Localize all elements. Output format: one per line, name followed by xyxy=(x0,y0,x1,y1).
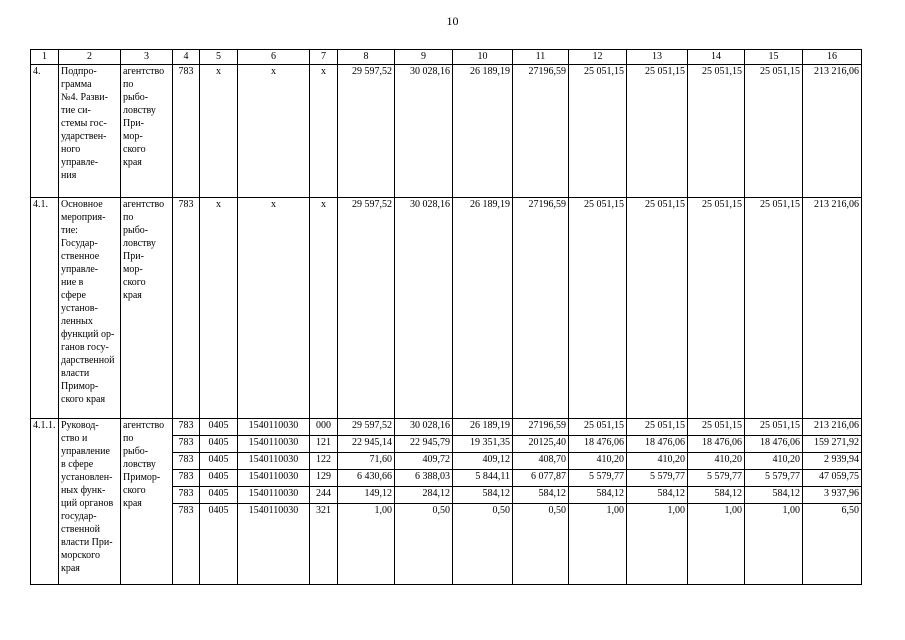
row-name-line: установ- xyxy=(61,303,98,314)
cell-value: 0,50 xyxy=(513,504,569,585)
cell-value: 29 597,52 xyxy=(338,419,395,436)
cell-value: 71,60 xyxy=(338,453,395,470)
row-agency-line: ского xyxy=(123,277,146,288)
row-agency-line: При- xyxy=(123,118,144,129)
row-name-line: власти xyxy=(61,368,90,379)
cell-col7: x xyxy=(310,65,338,198)
row-agency-line: рыбо- xyxy=(123,92,149,103)
table-row xyxy=(31,65,862,198)
cell-col7: 121 xyxy=(310,436,338,453)
cell-value: 25 051,15 xyxy=(745,198,803,419)
cell-value: 30 028,16 xyxy=(395,65,453,198)
row-name-line: ного xyxy=(61,144,81,155)
cell-value: 584,12 xyxy=(688,487,745,504)
row-name-line: стемы гос- xyxy=(61,118,107,129)
cell-value: 213 216,06 xyxy=(803,419,862,436)
row-number: 4.1. xyxy=(31,198,59,419)
cell-value: 30 028,16 xyxy=(395,198,453,419)
cell-value: 27196,59 xyxy=(513,198,569,419)
cell-value: 410,20 xyxy=(745,453,803,470)
cell-value: 25 051,15 xyxy=(569,198,627,419)
row-name xyxy=(59,65,121,198)
row-agency xyxy=(121,419,173,585)
cell-value: 25 051,15 xyxy=(569,65,627,198)
cell-value: 1,00 xyxy=(745,504,803,585)
cell-value: 584,12 xyxy=(745,487,803,504)
cell-col7: 122 xyxy=(310,453,338,470)
row-agency-line: рыбо- xyxy=(123,446,149,457)
row-name-line: ство и xyxy=(61,433,88,444)
row-name-line: тие си- xyxy=(61,105,91,116)
cell-value: 26 189,19 xyxy=(453,198,513,419)
cell-value: 6 388,03 xyxy=(395,470,453,487)
cell-value: 25 051,15 xyxy=(627,65,688,198)
cell-value: 19 351,35 xyxy=(453,436,513,453)
row-name-line: ударствен- xyxy=(61,131,107,142)
cell-col4: 783 xyxy=(173,65,200,198)
cell-value: 410,20 xyxy=(688,453,745,470)
cell-col4: 783 xyxy=(173,487,200,504)
cell-value: 6 077,87 xyxy=(513,470,569,487)
cell-col6: 1540110030 xyxy=(238,487,310,504)
row-name-line: ганов госу- xyxy=(61,342,109,353)
row-number: 4.1.1. xyxy=(31,419,59,585)
column-header: 7 xyxy=(310,50,338,65)
cell-col6: 1540110030 xyxy=(238,453,310,470)
cell-col4: 783 xyxy=(173,504,200,585)
cell-value: 25 051,15 xyxy=(688,198,745,419)
cell-value: 25 051,15 xyxy=(688,65,745,198)
cell-value: 29 597,52 xyxy=(338,65,395,198)
cell-col5: 0405 xyxy=(200,487,238,504)
cell-value: 27196,59 xyxy=(513,65,569,198)
cell-col5: 0405 xyxy=(200,470,238,487)
column-header: 11 xyxy=(513,50,569,65)
row-name-line: установлен- xyxy=(61,472,113,483)
column-header: 3 xyxy=(121,50,173,65)
column-header: 12 xyxy=(569,50,627,65)
cell-col6: x xyxy=(238,198,310,419)
row-name-line: ленных xyxy=(61,316,93,327)
table-row xyxy=(31,198,862,419)
cell-col4: 783 xyxy=(173,198,200,419)
cell-col4: 783 xyxy=(173,419,200,436)
cell-col6: x xyxy=(238,65,310,198)
page-number: 10 xyxy=(446,14,459,28)
cell-value: 25 051,15 xyxy=(688,419,745,436)
budget-table xyxy=(30,49,862,585)
column-header: 16 xyxy=(803,50,862,65)
cell-value: 20125,40 xyxy=(513,436,569,453)
cell-value: 410,20 xyxy=(627,453,688,470)
cell-value: 2 939,94 xyxy=(803,453,862,470)
row-agency-line: ловству xyxy=(123,238,156,249)
row-name-line: морского xyxy=(61,550,100,561)
cell-value: 30 028,16 xyxy=(395,419,453,436)
cell-value: 18 476,06 xyxy=(745,436,803,453)
cell-value: 213 216,06 xyxy=(803,65,862,198)
row-agency-line: края xyxy=(123,290,142,301)
cell-value: 5 579,77 xyxy=(627,470,688,487)
column-header: 14 xyxy=(688,50,745,65)
row-agency-line: ловству xyxy=(123,105,156,116)
cell-value: 1,00 xyxy=(688,504,745,585)
cell-col5: 0405 xyxy=(200,504,238,585)
cell-value: 18 476,06 xyxy=(688,436,745,453)
row-name xyxy=(59,198,121,419)
cell-value: 26 189,19 xyxy=(453,419,513,436)
row-name-line: функций ор- xyxy=(61,329,115,340)
cell-value: 22 945,14 xyxy=(338,436,395,453)
row-name-line: дарственной xyxy=(61,355,115,366)
row-name-line: Подпро- xyxy=(61,66,97,77)
row-name-line: Основное xyxy=(61,199,103,210)
row-agency-line: При- xyxy=(123,251,144,262)
cell-value: 25 051,15 xyxy=(745,65,803,198)
cell-value: 409,72 xyxy=(395,453,453,470)
cell-col4: 783 xyxy=(173,453,200,470)
cell-col7: 129 xyxy=(310,470,338,487)
cell-value: 3 937,96 xyxy=(803,487,862,504)
row-name-line: Руковод- xyxy=(61,420,99,431)
cell-value: 25 051,15 xyxy=(627,419,688,436)
row-name-line: мероприя- xyxy=(61,212,106,223)
row-name-line: сфере xyxy=(61,290,86,301)
cell-value: 5 579,77 xyxy=(688,470,745,487)
row-agency-line: ского xyxy=(123,144,146,155)
cell-value: 0,50 xyxy=(395,504,453,585)
row-agency-line: мор- xyxy=(123,131,143,142)
cell-value: 25 051,15 xyxy=(627,198,688,419)
cell-value: 29 597,52 xyxy=(338,198,395,419)
cell-col7: 000 xyxy=(310,419,338,436)
cell-value: 5 579,77 xyxy=(569,470,627,487)
cell-col4: 783 xyxy=(173,470,200,487)
column-header: 6 xyxy=(238,50,310,65)
row-agency-line: агентство по xyxy=(123,420,165,444)
row-name-line: Государ- xyxy=(61,238,98,249)
row-name-line: управле- xyxy=(61,157,99,168)
cell-value: 149,12 xyxy=(338,487,395,504)
cell-value: 584,12 xyxy=(453,487,513,504)
cell-col5: 0405 xyxy=(200,436,238,453)
cell-value: 47 059,75 xyxy=(803,470,862,487)
cell-value: 6 430,66 xyxy=(338,470,395,487)
row-name-line: края xyxy=(61,563,80,574)
cell-col5: 0405 xyxy=(200,419,238,436)
row-name-line: власти При- xyxy=(61,537,113,548)
column-header: 9 xyxy=(395,50,453,65)
column-header: 5 xyxy=(200,50,238,65)
table-row xyxy=(31,419,862,436)
cell-value: 18 476,06 xyxy=(627,436,688,453)
row-name-line: Примор- xyxy=(61,381,99,392)
row-agency xyxy=(121,65,173,198)
row-name-line: грамма xyxy=(61,79,92,90)
row-name-line: в сфере xyxy=(61,459,94,470)
row-name-line: ных функ- xyxy=(61,485,106,496)
cell-col5: x xyxy=(200,65,238,198)
row-agency-line: края xyxy=(123,157,142,168)
row-agency-line: края xyxy=(123,498,142,509)
cell-value: 410,20 xyxy=(569,453,627,470)
row-name-line: №4. Разви- xyxy=(61,92,108,103)
cell-value: 18 476,06 xyxy=(569,436,627,453)
row-agency-line: агентство по xyxy=(123,66,165,90)
row-agency-line: агентство по xyxy=(123,199,165,223)
cell-value: 26 189,19 xyxy=(453,65,513,198)
cell-col5: x xyxy=(200,198,238,419)
cell-value: 584,12 xyxy=(627,487,688,504)
header-row xyxy=(31,50,862,65)
cell-value: 27196,59 xyxy=(513,419,569,436)
row-name-line: ния xyxy=(61,170,77,181)
cell-value: 5 579,77 xyxy=(745,470,803,487)
cell-col4: 783 xyxy=(173,436,200,453)
column-header: 1 xyxy=(31,50,59,65)
cell-value: 584,12 xyxy=(569,487,627,504)
cell-value: 408,70 xyxy=(513,453,569,470)
row-name-line: ций органов xyxy=(61,498,114,509)
row-name-line: ственной xyxy=(61,524,100,535)
row-name-line: государ- xyxy=(61,511,97,522)
cell-value: 0,50 xyxy=(453,504,513,585)
cell-col7: 321 xyxy=(310,504,338,585)
column-header: 4 xyxy=(173,50,200,65)
cell-value: 1,00 xyxy=(569,504,627,585)
row-agency-line: мор- xyxy=(123,264,143,275)
row-name-line: управление xyxy=(61,446,110,457)
cell-value: 284,12 xyxy=(395,487,453,504)
row-name-line: управле- xyxy=(61,264,99,275)
cell-value: 25 051,15 xyxy=(569,419,627,436)
cell-value: 584,12 xyxy=(513,487,569,504)
cell-col6: 1540110030 xyxy=(238,419,310,436)
cell-col5: 0405 xyxy=(200,453,238,470)
column-header: 10 xyxy=(453,50,513,65)
column-header: 8 xyxy=(338,50,395,65)
row-name-line: ние в xyxy=(61,277,84,288)
cell-col6: 1540110030 xyxy=(238,504,310,585)
row-agency-line: ского xyxy=(123,485,146,496)
cell-col7: 244 xyxy=(310,487,338,504)
row-name-line: тие: xyxy=(61,225,78,236)
column-header: 2 xyxy=(59,50,121,65)
row-name xyxy=(59,419,121,585)
cell-value: 25 051,15 xyxy=(745,419,803,436)
cell-value: 409,12 xyxy=(453,453,513,470)
cell-col7: x xyxy=(310,198,338,419)
column-header: 15 xyxy=(745,50,803,65)
row-agency-line: Примор- xyxy=(123,472,161,483)
cell-value: 6,50 xyxy=(803,504,862,585)
row-agency xyxy=(121,198,173,419)
cell-value: 22 945,79 xyxy=(395,436,453,453)
cell-value: 1,00 xyxy=(338,504,395,585)
row-agency-line: рыбо- xyxy=(123,225,149,236)
row-number: 4. xyxy=(31,65,59,198)
cell-value: 213 216,06 xyxy=(803,198,862,419)
cell-value: 1,00 xyxy=(627,504,688,585)
row-name-line: ственное xyxy=(61,251,100,262)
row-name-line: ского края xyxy=(61,394,106,405)
cell-col6: 1540110030 xyxy=(238,436,310,453)
cell-value: 5 844,11 xyxy=(453,470,513,487)
cell-col6: 1540110030 xyxy=(238,470,310,487)
row-agency-line: ловству xyxy=(123,459,156,470)
column-header: 13 xyxy=(627,50,688,65)
cell-value: 159 271,92 xyxy=(803,436,862,453)
